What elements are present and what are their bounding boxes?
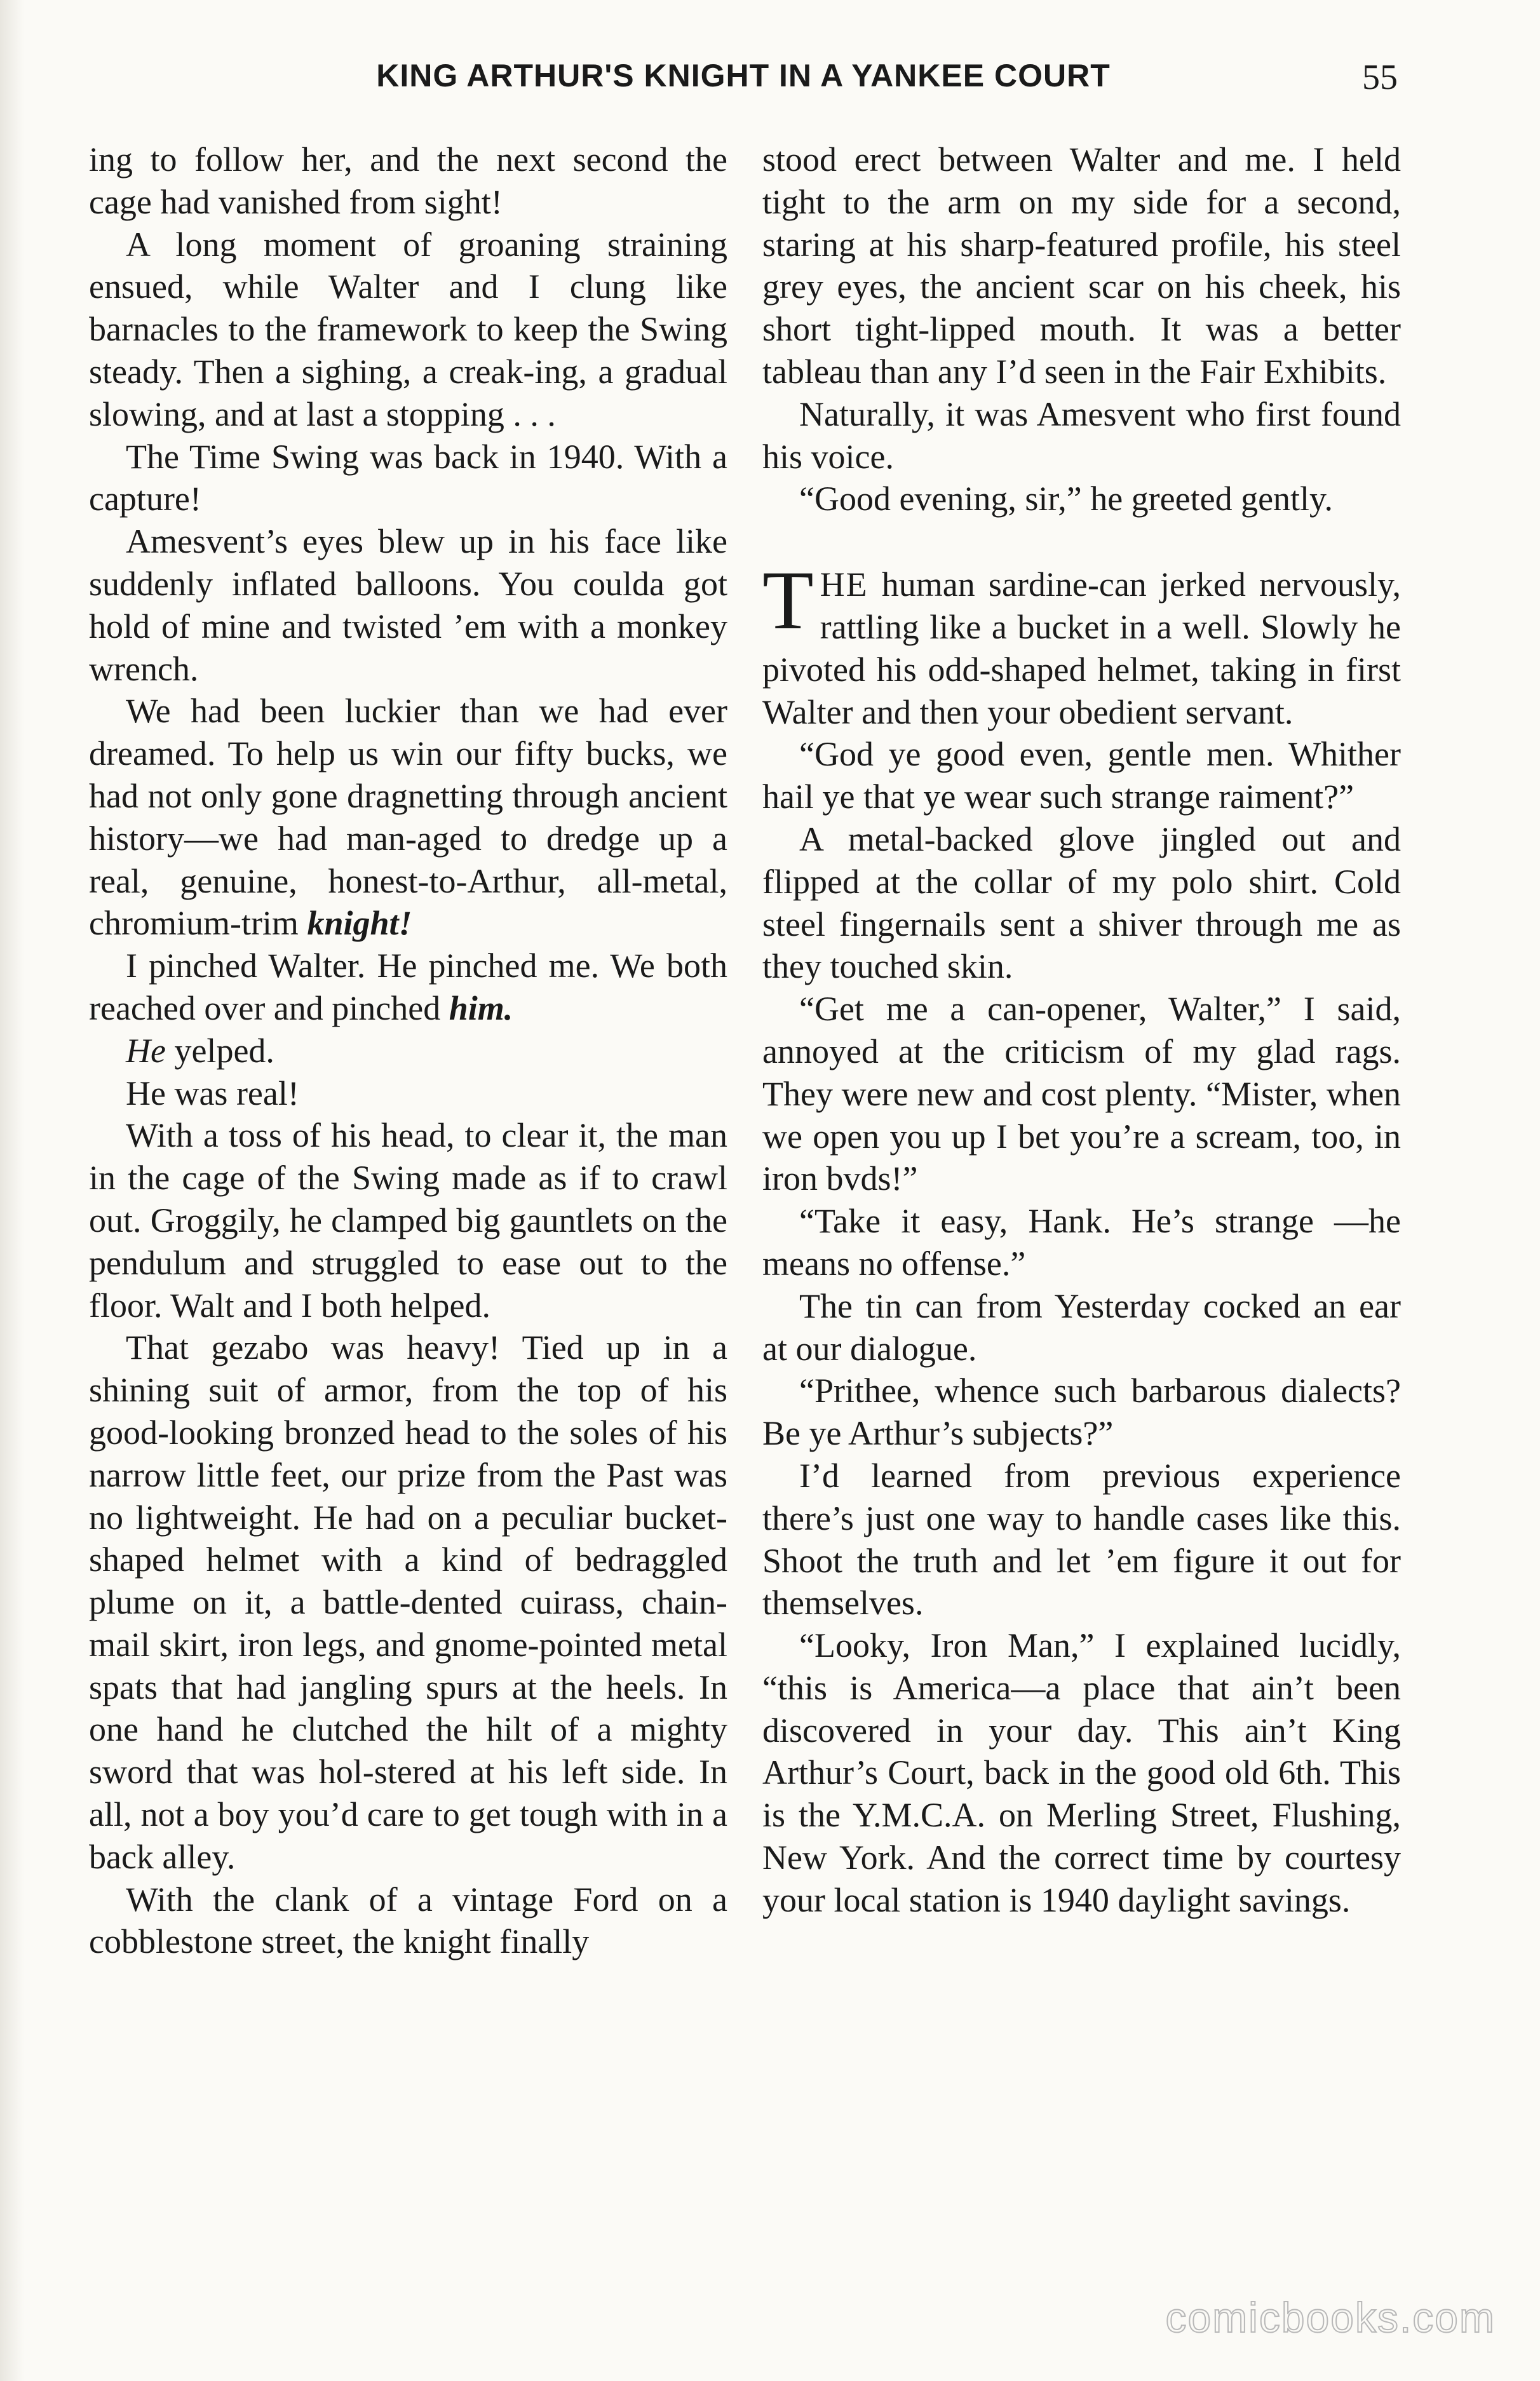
paragraph: With the clank of a vintage Ford on a cobblestone street, the knight finally	[89, 1880, 727, 1961]
paragraph: “Good evening, sir,” he greeted gently.	[799, 480, 1334, 518]
paragraph: stood erect between Walter and me. I held tight to the arm on my side for a second, staring at his sharp-featured profile, his steel grey eyes, the ancient scar on his cheek, his short tight-lipped mouth. It was a better tableau than any I’d seen in the Fair Exhibits.	[762, 140, 1401, 391]
paragraph-text: human sardine-can jerked nervously, rattling like a bucket in a well. Slowly he pivoted his odd-shaped helmet, taking in first Walter and then your obedient servant.	[762, 565, 1401, 731]
paragraph: A long moment of groaning straining ensued, while Walter and I clung like barnacles to the framework to keep the Swing steady. Then a sighing, a creak-ing, a gradual slowing, and at last a stopping . . .	[89, 225, 727, 433]
emphasis-text: He	[126, 1031, 166, 1070]
paragraph: “God ye good even, gentle men. Whither hail ye that ye wear such strange raiment?”	[762, 735, 1401, 816]
paragraph: The tin can from Yesterday cocked an ear at our dialogue.	[762, 1286, 1401, 1368]
page-number: 55	[1362, 58, 1398, 97]
paragraph: Amesvent’s eyes blew up in his face like suddenly inflated balloons. You coulda got hold of mine and twisted ’em with a monkey wrench.	[89, 522, 727, 688]
paragraph: With a toss of his head, to clear it, the man in the cage of the Swing made as if to crawl out. Groggily, he clamped big gauntlets on the pendulum and struggled to ease out to the floor. Walt and I both helped.	[89, 1116, 727, 1325]
paragraph: He was real!	[126, 1074, 299, 1112]
paragraph: “Take it easy, Hank. He’s strange —he means no offense.”	[762, 1202, 1401, 1283]
paragraph: That gezabo was heavy! Tied up in a shining suit of armor, from the top of his good-looking bronzed head to the soles of his narrow little feet, our prize from the Past was no lightweight. He had on a peculiar bucket-shaped helmet with a kind of bedraggled plume on it, a battle-dented cuirass, chain-mail skirt, iron legs, and gnome-pointed metal spats that had jangling spurs at the heels. In one hand he clutched the hilt of a mighty sword that was hol-stered at his left side. In all, not a boy you’d care to get tough with in a back alley.	[89, 1328, 727, 1876]
paragraph-text: I pinched Walter. He pinched me. We both reached over and pinched	[89, 947, 727, 1027]
small-caps-text: HE	[820, 565, 868, 604]
paragraph-text: yelped.	[174, 1031, 274, 1070]
page-edge-shadow	[0, 0, 24, 2381]
paragraph	[89, 945, 727, 1030]
left-column	[89, 138, 727, 1963]
paragraph: “Prithee, whence such barbarous dialects? Be ye Arthur’s subjects?”	[762, 1372, 1401, 1453]
paragraph	[89, 1030, 727, 1072]
paragraph: “Looky, Iron Man,” I explained lucidly, “this is America—a place that ain’t been discovered in your day. This ain’t King Arthur’s Court, back in the good old 6th. This is the Y.M.C.A. on Merling Street, Flushing, New York. And the correct time by courtesy your local station is 1940 daylight savings.	[762, 1626, 1401, 1919]
emphasis-text: knight!	[307, 904, 412, 943]
paragraph: I’d learned from previous experience there’s just one way to handle cases like this. Shoot the truth and let ’em figure it out for themselves.	[762, 1456, 1401, 1622]
emphasis-text: him.	[449, 988, 513, 1027]
paragraph: A metal-backed glove jingled out and flipped at the collar of my polo shirt. Cold steel fingernails sent a shiver through me as they touched skin.	[762, 820, 1401, 986]
paragraph: ing to follow her, and the next second the cage had vanished from sight!	[89, 140, 727, 221]
watermark: comicbooks.com	[1165, 2294, 1496, 2341]
running-head: KING ARTHUR'S KNIGHT IN A YANKEE COURT	[376, 58, 1111, 93]
paragraph: “Get me a can-opener, Walter,” I said, annoyed at the criticism of my glad rags. They were new and cost plenty. “Mister, when we open you up I bet you’re a scream, too, in iron bvds!”	[762, 990, 1401, 1198]
right-column	[762, 138, 1401, 1922]
paragraph: The Time Swing was back in 1940. With a capture!	[89, 437, 727, 518]
page-header	[89, 57, 1398, 108]
drop-cap: T	[762, 553, 814, 647]
section-start-paragraph	[762, 553, 1401, 733]
paragraph-text: We had been luckier than we had ever dreamed. To help us win our fifty bucks, we had not only gone dragnetting through ancient history—we had man-aged to dredge up a real, genuine, honest-to-Arthur, all-metal, chromium-trim	[89, 692, 727, 943]
paragraph	[89, 690, 727, 945]
paragraph: Naturally, it was Amesvent who first found his voice.	[762, 395, 1401, 476]
